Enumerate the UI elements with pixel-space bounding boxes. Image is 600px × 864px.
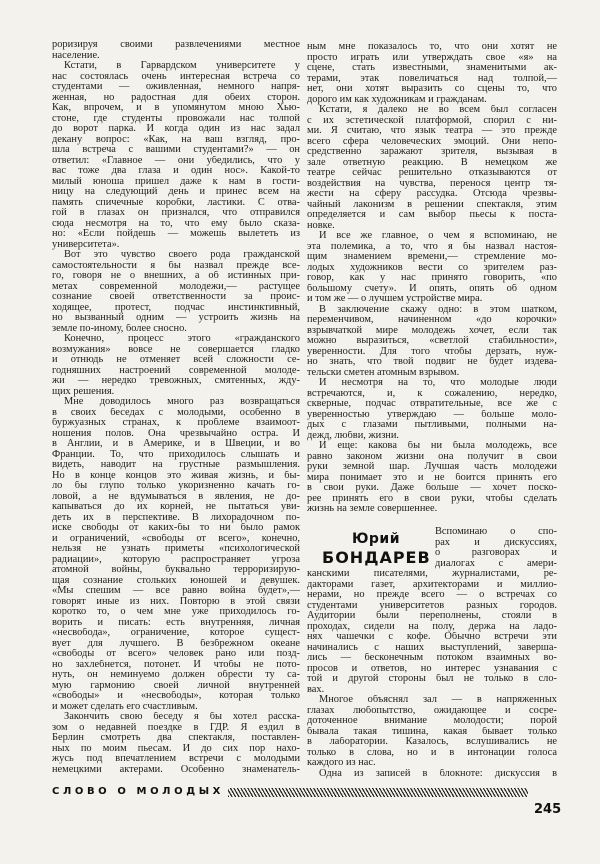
paragraph	[307, 42, 557, 105]
text-line: радиации», которую распространяет угроза	[52, 554, 300, 565]
text-line: население.	[52, 50, 100, 61]
text-line: щим знамением времени,— стремление мо-	[307, 252, 557, 262]
text-line: и ограничений, «свободы от всего», конечно,	[52, 533, 300, 544]
paragraph	[52, 61, 300, 250]
text-line: сознание своей ответственности за проис-	[52, 292, 300, 302]
text-line: дорого им как художникам и гражданам.	[307, 94, 487, 105]
text-line: буржуазных странах, к проблеме взаимоот-	[52, 418, 300, 428]
text-line: немецкими актерами. Особенно знаменатель-	[52, 764, 300, 775]
left-column	[52, 40, 300, 775]
text-line: в Англии, и в Америке, и в Швеции, и во	[52, 439, 300, 449]
text-line: просто играть или утверждать свое «я» на	[307, 52, 557, 63]
text-line: Вот это чувство своего рода гражданской	[64, 250, 300, 260]
text-line: но знать, что твой подвиг не будет издева-	[307, 357, 557, 367]
text-line: в лаборатории. Казалось, вслушивались не	[307, 737, 557, 747]
text-line: Одна из записей в блокноте: дискуссия в	[319, 768, 557, 779]
text-line: о разговорах и	[435, 548, 557, 558]
text-line: жи — нередко тревожных, смятенных, жду-	[52, 376, 300, 386]
text-line: с их эстетической платформой, спорил с ни-	[307, 115, 557, 126]
text-line: го, говоря не о внешних, а об истинных при-	[52, 271, 300, 281]
paragraph	[307, 769, 557, 780]
author-last-name: БОНДАРЕВ	[322, 548, 431, 567]
text-line: нас состоялась очень интересная встреча со	[52, 71, 300, 82]
text-line: равно законом жизни она получит в свои	[307, 451, 557, 462]
text-line: и может сделать его счастливым.	[52, 701, 198, 712]
text-line: ми. Я считаю, что язык театра — это прежде	[307, 126, 557, 136]
text-line: только в слова, но и в интонации голоса	[307, 747, 557, 758]
paragraph	[307, 695, 557, 769]
text-line: В заключение скажу одно: в этом шатком,	[319, 304, 557, 315]
text-line: взрывчаткой мире молодежь хочет, если так	[307, 325, 557, 336]
text-line: театре сейчас решительно отказываются от	[307, 168, 557, 178]
text-line: но: «Если пойдешь — можешь вылететь из	[52, 229, 300, 239]
text-line: деть их в перспективе. В лихорадочном по-	[52, 512, 300, 523]
text-line: нерами, но прежде всего — о встречах со	[307, 590, 557, 600]
text-line: Кстати, я далеко не во всем был согласен	[319, 105, 557, 115]
text-line: просов и ответов, но интерес узнавания с	[307, 663, 557, 674]
text-line: уверенности. Для того чтобы дерзать, нуж-	[307, 346, 557, 357]
text-line: шла встреча с вашими студентами?» — он	[52, 145, 300, 155]
text-line: ответил: «Главное — они убедились, что у	[52, 155, 300, 166]
text-line: ных по моим пьесам. И до сих пор нахо-	[52, 743, 300, 754]
text-line: университета».	[52, 239, 120, 250]
text-line: лись — бесконечным потоком взаимных во-	[307, 653, 557, 663]
text-line: мира понимает это и не боится принять его	[307, 472, 557, 483]
paragraph	[307, 105, 557, 231]
paragraph	[307, 378, 557, 441]
text-line: гой в глазах он признался, что отправился	[52, 208, 300, 218]
text-line: И несмотря на то, что молодые люди	[319, 378, 557, 388]
paragraph	[52, 334, 300, 397]
text-line: зом о недавней поездке в ГДР. Я ездил в	[52, 722, 300, 733]
text-line: «свободы от всего» человек рано или позд-	[52, 649, 300, 659]
text-line: дежд, любви, жизни.	[307, 430, 400, 441]
text-line: годняшних настроений современной молоде-	[52, 365, 300, 376]
text-line: проходах, сидели на полу, держа на ладо-	[307, 621, 557, 632]
text-line: Франции. То, что приходилось слышать и	[52, 449, 300, 460]
text-line: и том же — о лучшем устройстве мира.	[307, 294, 483, 304]
text-line: ловой, а не вдумываться в явления, не до-	[52, 491, 300, 502]
text-line: нях чашечки с кофе. Обычно встречи эти	[307, 632, 557, 642]
text-line: жизнь на земле совершеннее.	[307, 504, 438, 514]
text-line: но захлебнется, потонет. И чтобы не пото-	[52, 659, 300, 670]
text-line: сюда несмотря на то, что ему было сказа-	[52, 218, 300, 229]
text-line: рее принять его в свои руки, чтобы сделать	[307, 493, 557, 504]
text-line: в свои руки. Даже больше — хочет поско-	[307, 483, 557, 493]
text-line: эта полемика, а то, что я бы назвал настоя-	[307, 241, 557, 252]
text-line: в своих беседах с молодыми, особенно в	[52, 407, 300, 418]
text-line: большому счету». И опять, опять об одном	[307, 283, 557, 294]
text-line: встречаются, и, к сожалению, нередко,	[307, 388, 557, 399]
right-column	[307, 42, 557, 515]
text-line: возмужания» вовсе не совершается гладко	[52, 344, 300, 355]
text-line: Вспоминаю о спо-	[435, 527, 557, 537]
text-line: говор, как у нас принято говорить, «по	[307, 273, 557, 283]
text-line: И все же главное, о чем я вспоминаю, не	[319, 231, 557, 241]
text-line: ходящее, протест, подчас инстинктивный,	[52, 302, 300, 313]
paragraph	[52, 397, 300, 712]
section-title: СЛОВО О МОЛОДЫХ	[52, 786, 224, 797]
paragraph	[52, 712, 300, 775]
text-line: студентами — оживленная, немного напря-	[52, 82, 300, 92]
text-line: иске свободы от каких-бы то ни было рамок	[52, 523, 300, 533]
paragraph	[307, 527, 557, 695]
text-line: метах современной молодежи,— растущее	[52, 281, 300, 292]
text-line: дакторами газет, архитекторами и миллио-	[307, 579, 557, 590]
text-line: мую гармонию своей личной внутренней	[52, 680, 300, 691]
text-line: Берлин смотреть два спектакля, поставлен-	[52, 733, 300, 743]
text-line: переменчивом, начиненном «до корочки»	[307, 315, 557, 325]
text-line: декану вопрос: «Как, на ваш взгляд, про-	[52, 134, 300, 145]
text-line: говорят иные из них. Повторю в этой связи	[52, 596, 300, 607]
text-line: рах и дискуссиях,	[435, 537, 557, 548]
paragraph	[307, 305, 557, 379]
text-line: бывала такая тишина, какая бывает только	[307, 726, 557, 737]
text-line: ворить и писать: есть внутренняя, личная	[52, 617, 300, 628]
text-line: Мне доводилось много раз возвращаться	[64, 397, 300, 407]
text-line: память спичечные коробки, ластики. С отва-	[52, 197, 300, 208]
text-line: определяется и сам выбор пьесы к поста-	[307, 210, 557, 220]
text-line: И еще: какова бы ни была молодежь, все	[319, 441, 557, 451]
text-line: средственно заражают зрителя, вызывая в	[307, 147, 557, 157]
text-line: уверенностью утверждаю — больше моло-	[307, 409, 557, 420]
page-number: 245	[534, 802, 562, 817]
text-line: ницу на следующий день и принес всем на	[52, 187, 300, 197]
text-line: вах.	[307, 684, 325, 695]
text-line: воздействия на чувства, перенося центр тя-	[307, 178, 557, 189]
text-line: всего сфера человеческих эмоций. Они непо-	[307, 136, 557, 147]
text-line: ношения полов. Она чрезвычайно остра. И	[52, 428, 300, 439]
text-line: жусь под впечатлением встречи с молодыми	[52, 754, 300, 764]
text-line: лодых художников вести со зрителем раз-	[307, 262, 557, 273]
text-line: земле по-иному, более сносно.	[52, 323, 187, 334]
text-line: терами, этак повеличаться над толпой,—	[307, 73, 557, 84]
text-line: нельзя не узнать приметы «психологической	[52, 544, 300, 554]
text-line: руки земной шар. Лучшая часть молодежи	[307, 462, 557, 472]
text-line: новке.	[307, 220, 335, 231]
text-line: той и другой стороны был не только в сло-	[307, 674, 557, 684]
text-line: но вызванный одним — устроить жизнь на	[52, 313, 300, 323]
text-line: вует для лучшего. В безбрежном океане	[52, 638, 300, 649]
text-line: вас тоже два глаза и один нос». Какой-то	[52, 166, 300, 176]
text-line: щая сознание стольких юношей и девушек.	[52, 575, 300, 586]
text-line: Кстати, в Гарвардском университете у	[64, 61, 300, 71]
text-line: Аудитории были переполнены, стояли в	[307, 611, 557, 621]
text-line: роризируя своими развлечениями местное	[52, 40, 300, 50]
text-line: женная, но радостная для обеих сторон.	[52, 92, 300, 103]
text-line: «свободы» и «несвободы», которая только	[52, 691, 300, 701]
text-line: стоне, где студенты провожали нас толпой	[52, 113, 300, 124]
paragraph	[307, 231, 557, 305]
paragraph	[307, 441, 557, 515]
hatched-rule	[228, 788, 528, 797]
author-section-text	[307, 527, 557, 779]
text-line: студентами университетов разных городов.	[307, 600, 557, 611]
text-line: чайный лаконизм в решении спектакля, этим	[307, 199, 557, 210]
text-line: ным мне показалось то, что они хотят не	[307, 42, 557, 52]
author-first-name: Юрий	[351, 531, 401, 547]
text-line: скверные, подчас отвратительные, все же с	[307, 399, 557, 409]
text-line: видеть, наводит на грустные размышления.	[52, 460, 300, 470]
footer	[52, 786, 528, 798]
text-line: начинались с наших выступлений, заверша-	[307, 642, 557, 653]
text-line: и отнюдь не отменяет всей сложности се-	[52, 355, 300, 365]
paragraph	[52, 40, 300, 61]
paragraph	[52, 250, 300, 334]
text-line: ло бы глупо только укоризненно качать го-	[52, 481, 300, 491]
text-line: сцене, стать известными, знаменитыми ак-	[307, 63, 557, 73]
text-line: можно выразиться, «светлой стабильности»,	[307, 336, 557, 346]
text-line: милый юноша пришел даже к нам в гости-	[52, 176, 300, 187]
text-line: коротко то, о чем мне уже приходилось го-	[52, 607, 300, 617]
text-line: Конечно, процесс этого «гражданского	[64, 334, 300, 344]
text-line: диалогах с амери-	[435, 558, 557, 569]
text-line: доточенное внимание молодости; порой	[307, 716, 557, 726]
text-line: «Мы спешим — все равно война будет»,—	[52, 586, 300, 596]
text-line: жести на сферу рассудка. Отсюда чрезвы-	[307, 189, 557, 199]
text-line: нуть, он неминуемо должен обрести ту са-	[52, 670, 300, 680]
text-line: щих решения.	[52, 386, 115, 397]
text-line: Закончить свою беседу я бы хотел расска-	[64, 712, 300, 722]
text-line: каждого из нас.	[307, 758, 376, 768]
text-line: «несвобода», ограничение, которое сущест-	[52, 628, 300, 638]
text-line: зале ответную реакцию. В немецком же	[307, 157, 557, 168]
text-line: тельски сметен атомным взрывом.	[307, 367, 460, 378]
text-line: Но в конце концов это живая жизнь, и бы-	[52, 470, 300, 481]
text-line: атомной войны, буквально терроризирую-	[52, 565, 300, 575]
text-line: нет, они хотят выразить со сцены то, что	[307, 84, 557, 94]
text-line: Многое объяснял зал — в напряженных	[319, 695, 557, 705]
text-line: глазах любопытство, ожидающее и сосре-	[307, 705, 557, 716]
text-line: канскими писателями, журналистами, ре-	[307, 569, 557, 579]
text-line: самостоятельности я бы назвал прежде все-	[52, 260, 300, 271]
text-line: до ворот парка. И когда один из нас задал	[52, 124, 300, 134]
text-line: Как, впрочем, и в упомянутом мною Хью-	[52, 103, 300, 113]
text-line: капываться до их корней, не пытаться уви-	[52, 502, 300, 512]
text-line: дых с глазами пытливыми, полными на-	[307, 420, 557, 430]
